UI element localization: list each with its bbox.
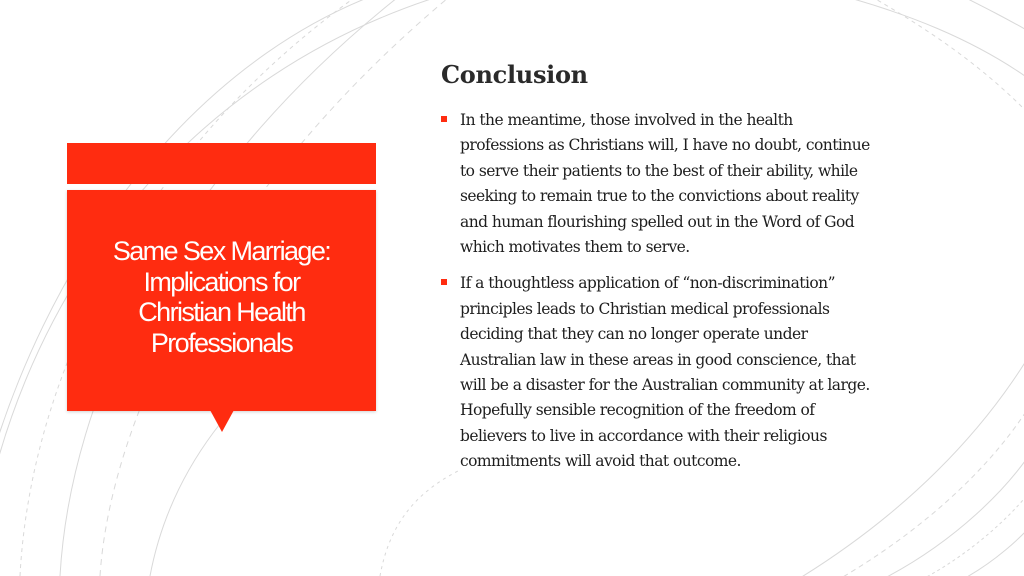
bullet-text-line: will be a disaster for the Australian community at large. [460, 376, 870, 395]
bullet-text-line: In the meantime, those involved in the health [460, 111, 793, 129]
slide-title-line: Christian Health [138, 297, 305, 327]
bullet-text-line: commitments will avoid that outcome. [460, 452, 741, 471]
bullet-item [441, 271, 961, 474]
bullet-text-line: and human flourishing spelled out in the Word of God [460, 212, 855, 231]
bullet-text-line: seeking to remain true to the convictions about reality [460, 187, 859, 206]
bullet-item [441, 108, 961, 260]
bullet-text-line: principles leads to Christian medical professionals [460, 299, 830, 318]
bullet-text-line: If a thoughtless application of “non-discrimination” [460, 274, 835, 293]
bullet-text-line: Hopefully sensible recognition of the freedom of [460, 401, 815, 420]
slide-title-line: Implications for [143, 266, 300, 297]
bullet-text-line: deciding that they can no longer operate under [460, 325, 808, 344]
bullet-text-line: believers to live in accordance with their religious [460, 426, 827, 445]
bullet-text-line: professions as Christians will, I have no doubt, continue [460, 136, 870, 155]
section-heading: Conclusion [441, 60, 588, 89]
bullet-text-line: to serve their patients to the best of their ability, while [460, 161, 858, 180]
accent-strip [67, 143, 376, 184]
bullet-text-line: Australian law in these areas in good conscience, that [460, 350, 856, 369]
slide-title [67, 236, 376, 358]
square-bullet-icon [441, 279, 447, 285]
square-bullet-icon [441, 116, 447, 122]
title-panel-pointer [210, 410, 234, 432]
slide-title-line: Professionals [150, 327, 293, 358]
bullet-list [441, 108, 961, 486]
slide-title-line: Same Sex Marriage: [112, 236, 331, 266]
bullet-text-line: which motivates them to serve. [460, 238, 690, 257]
